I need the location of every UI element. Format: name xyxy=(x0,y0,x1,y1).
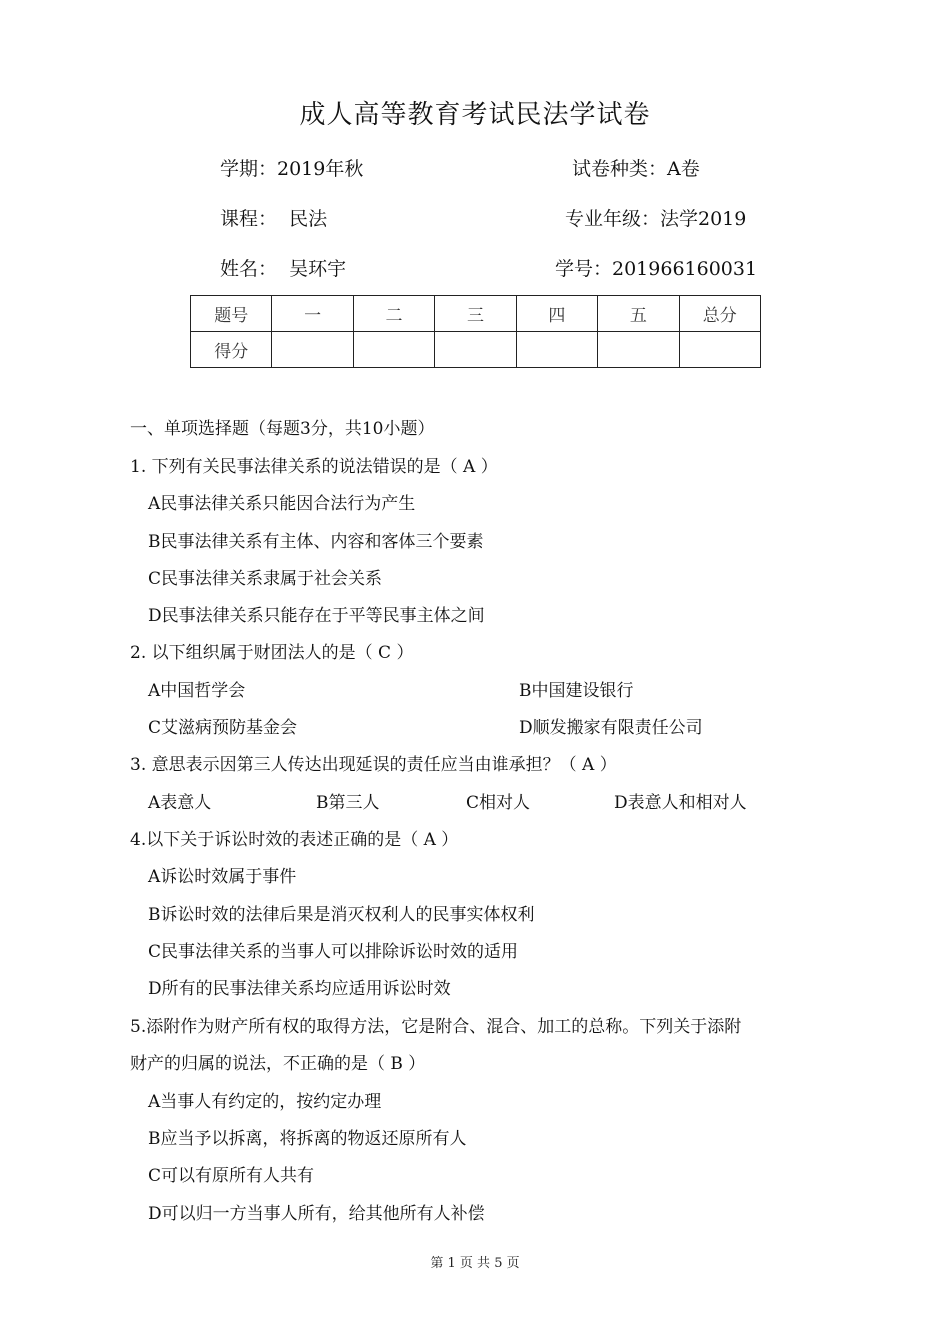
score-header-cell: 题号 xyxy=(191,296,272,332)
score-table xyxy=(190,295,761,368)
score-table-header-row xyxy=(191,296,761,332)
section-heading: 一、单项选择题（每题3分，共10小题） xyxy=(130,419,435,439)
question-5-stem-line-2: 财产的归属的说法，不正确的是（ B ） xyxy=(130,1054,426,1074)
score-header-cell: 三 xyxy=(435,296,516,332)
question-2-stem: 2. 以下组织属于财团法人的是（ C ） xyxy=(130,643,414,663)
major-field: 专业年级：法学2019 xyxy=(565,208,747,230)
score-cell[interactable] xyxy=(435,332,516,368)
score-cell[interactable] xyxy=(353,332,434,368)
question-5-option-a: A当事人有约定的，按约定办理 xyxy=(148,1092,382,1112)
question-5-option-b: B应当予以拆离，将拆离的物返还原所有人 xyxy=(148,1129,467,1149)
question-3-stem: 3. 意思表示因第三人传达出现延误的责任应当由谁承担？（ A ） xyxy=(130,755,617,775)
score-cell[interactable] xyxy=(679,332,760,368)
score-cell[interactable] xyxy=(516,332,597,368)
question-1-option-b: B民事法律关系有主体、内容和客体三个要素 xyxy=(148,532,484,552)
question-4-option-c: C民事法律关系的当事人可以排除诉讼时效的适用 xyxy=(148,942,519,962)
question-4-option-a: A诉讼时效属于事件 xyxy=(148,867,297,887)
student-id-field: 学号：201966160031 xyxy=(555,258,758,280)
question-2-option-b: B中国建设银行 xyxy=(519,681,634,701)
question-5-option-c: C可以有原所有人共有 xyxy=(148,1166,315,1186)
question-2-option-c: C艾滋病预防基金会 xyxy=(148,718,298,738)
question-5-option-d: D可以归一方当事人所有，给其他所有人补偿 xyxy=(148,1204,485,1224)
question-1-option-c: C民事法律关系隶属于社会关系 xyxy=(148,569,383,589)
question-3-option-b: B第三人 xyxy=(316,793,380,813)
exam-title: 成人高等教育考试民法学试卷 xyxy=(299,100,651,130)
score-header-cell: 二 xyxy=(353,296,434,332)
question-4-option-b: B诉讼时效的法律后果是消灭权利人的民事实体权利 xyxy=(148,905,535,925)
course-field: 课程： 民法 xyxy=(220,208,328,230)
score-header-cell: 五 xyxy=(598,296,679,332)
question-4-option-d: D所有的民事法律关系均应适用诉讼时效 xyxy=(148,979,451,999)
score-cell[interactable] xyxy=(272,332,353,368)
question-1-stem: 1. 下列有关民事法律关系的说法错误的是（ A ） xyxy=(130,457,498,477)
score-row-label: 得分 xyxy=(191,332,272,368)
score-cell[interactable] xyxy=(598,332,679,368)
student-name-field: 姓名： 吴环宇 xyxy=(220,258,347,280)
question-3-option-c: C相对人 xyxy=(466,793,531,813)
question-4-stem: 4.以下关于诉讼时效的表述正确的是（ A ） xyxy=(130,830,459,850)
score-header-cell: 四 xyxy=(516,296,597,332)
question-1-option-a: A民事法律关系只能因合法行为产生 xyxy=(148,494,416,514)
score-header-cell: 总分 xyxy=(679,296,760,332)
score-header-cell: 一 xyxy=(272,296,353,332)
question-2-option-a: A中国哲学会 xyxy=(148,681,246,701)
score-table-score-row xyxy=(191,332,761,368)
question-3-option-d: D表意人和相对人 xyxy=(614,793,747,813)
question-3-option-a: A表意人 xyxy=(148,793,212,813)
page-footer: 第 1 页 共 5 页 xyxy=(430,1256,520,1271)
question-1-option-d: D民事法律关系只能存在于平等民事主体之间 xyxy=(148,606,485,626)
term-field: 学期：2019年秋 xyxy=(220,158,364,180)
paper-type-field: 试卷种类：A卷 xyxy=(572,158,700,180)
question-2-option-d: D顺发搬家有限责任公司 xyxy=(519,718,703,738)
question-5-stem-line-1: 5.添附作为财产所有权的取得方法，它是附合、混合、加工的总称。下列关于添附 xyxy=(130,1017,742,1037)
